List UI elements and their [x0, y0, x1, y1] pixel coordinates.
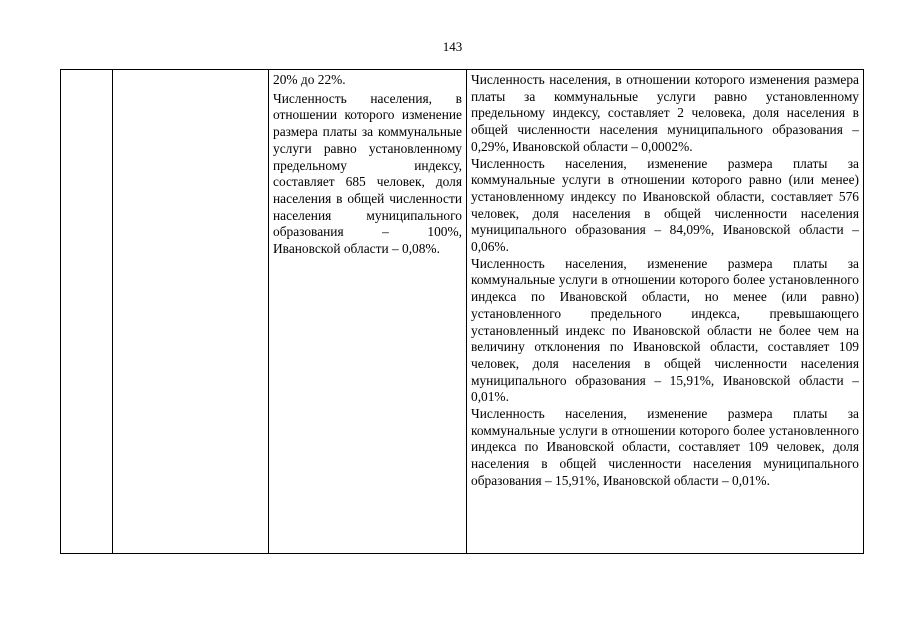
- paragraph-population-below-index: Численность населения, изменение размера платы за коммунальные услуги в отношении которого равно (или менее) установленному индексу по Ивановской области, составляет 576 человек, доля населения в общей численности населения муниципального образования – 84,09%, Ивановской области – 0,06%.: [471, 155, 859, 255]
- table-cell-col2: [113, 70, 269, 554]
- paragraph-population-equal-limit: Численность населения, в отношении которого изменение размера платы за коммунальные услуги равно установленному предельному индексу, составляет 685 человек, доля населения в общей численности населения муниципального образования – 100%, Ивановской области – 0,08%.: [273, 90, 462, 257]
- paragraph-population-above-index: Численность населения, изменение размера платы за коммунальные услуги в отношении которого более установленного индекса по Ивановской области, составляет 109 человек, доля населения в общей численности населения муниципального образования – 15,91%, Ивановской области – 0,01%.: [471, 406, 859, 488]
- table-cell-col1: [61, 70, 113, 554]
- table-cell-col3: [269, 70, 467, 554]
- table-cell-col4: [467, 70, 864, 554]
- data-table: [60, 69, 864, 554]
- paragraph-population-equal-limit: Численность населения, в отношении которого изменения размера платы за коммунальные услуги равно установленному предельному индексу, составляет 2 человека, доля населения в общей численности населения муниципального образования – 0,29%, Ивановской области – 0,0002%.: [471, 72, 859, 154]
- page-number: 143: [442, 39, 463, 54]
- paragraph-percent-range: 20% до 22%.: [273, 72, 346, 87]
- table-row: [61, 70, 864, 554]
- paragraph-population-between-index-and-limit: Численность населения, изменение размера платы за коммунальные услуги в отношении которого более установленного индекса по Ивановской области, но менее (или равно) установленного предельного индекса, превышающего установленный индекс по Ивановской области не более чем на величину отклонения по Ивановской области, составляет 109 человек, доля населения в общей численности населения муниципального образования – 15,91%, Ивановской области – 0,01%.: [471, 255, 859, 405]
